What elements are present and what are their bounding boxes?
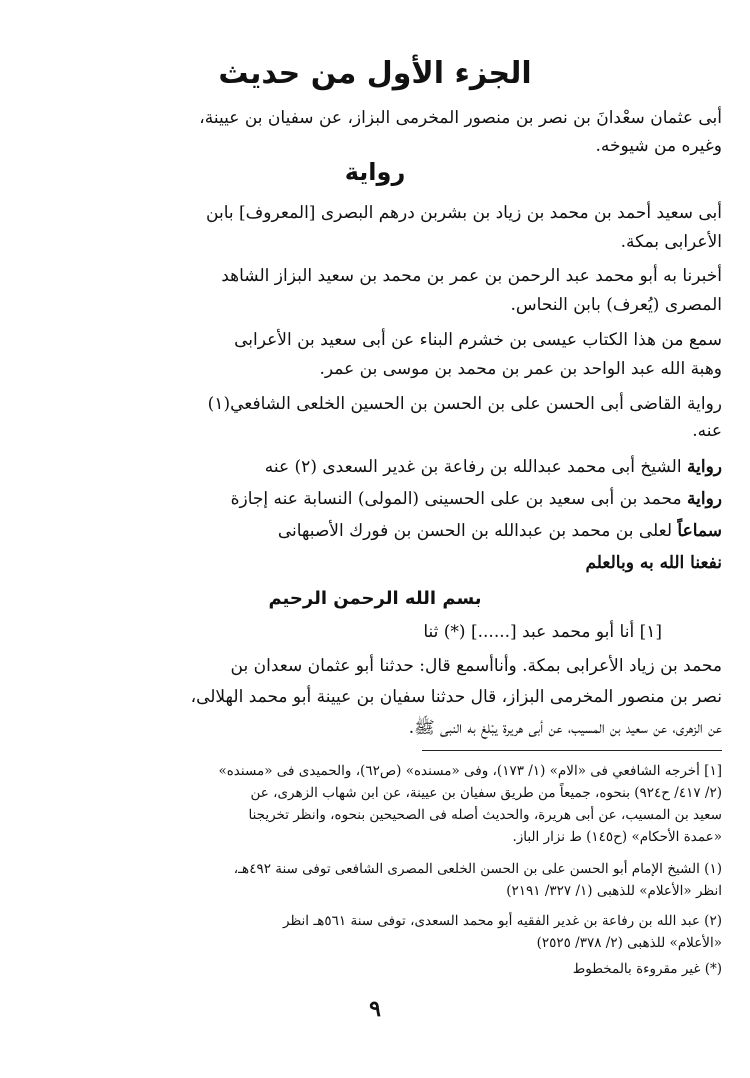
hadith-number-line: [١] أنا أبو محمد عبد [......] (*) ثنا bbox=[423, 622, 662, 642]
footnote-4: (*) غير مقروءة بالمخطوط bbox=[572, 961, 722, 977]
footnote-1-line-1: [١] أخرجه الشافعي فى «الام» (١/ ١٧٣)، وفى «مسنده» (ص٦٢)، والحميدى فى «مسنده» bbox=[218, 763, 722, 779]
basmala: بسم الله الرحمن الرحيم bbox=[268, 588, 482, 609]
narrator-line-1: أبى سعيد أحمد بن محمد بن زياد بن بشربن درهم البصرى [المعروف] بابن bbox=[206, 203, 722, 223]
samia-line-1: سمع من هذا الكتاب عيسى بن خشرم البناء عن أبى سعيد بن الأعرابى bbox=[234, 330, 722, 350]
chain-line-1 bbox=[28, 453, 722, 482]
footnote-3-line-1: (٢) عبد الله بن رفاعة بن غدير الفقيه أبو محمد السعدى، توفى سنة ٥٦١هـ انظر bbox=[283, 913, 722, 929]
chain-lead-1: رواية bbox=[687, 457, 722, 477]
hadith-line-3: عن الزهرى، عن سعيد بن المسيب، عن أبى هريرة يبْلغ به النبى ﷺ. bbox=[408, 718, 722, 738]
chain-line-4: نفعنا الله به وبالعلم bbox=[585, 553, 722, 573]
akhbarana-line-2: المصرى (يُعرف) بابن النحاس. bbox=[510, 295, 722, 315]
footnote-2-line-2: انظر «الأعلام» للذهبى (١/ ٣٢٧/ ٢١٩١) bbox=[506, 883, 722, 899]
narrator-line-2: الأعرابى بمكة. bbox=[620, 232, 722, 252]
samia-line-2: وهبة الله عبد الواحد بن عمر بن محمد بن موسى بن عمر. bbox=[319, 359, 722, 379]
page-number: ٩ bbox=[369, 996, 381, 1022]
qadi-line-1: رواية القاضى أبى الحسن على بن الحسن بن الحسين الخلعى الشافعي(١) bbox=[207, 394, 722, 414]
footnote-1-line-3: سعيد بن المسيب، عن أبى هريرة، والحديث أصله فى الصحيحين بنحوه، وانظر تخريجنا bbox=[248, 807, 722, 823]
chain-line-2 bbox=[28, 485, 722, 514]
footnote-1-line-2: (٢/ ٤١٧/ ح٩٢٤) بنحوه، جميعاً من طريق سفيان بن عيينة، عن ابن شهاب الزهرى، عن bbox=[250, 785, 722, 801]
footnote-3-line-2: «الأعلام» للذهبى (٢/ ٣٧٨/ ٢٥٢٥) bbox=[536, 935, 722, 951]
footnote-1-line-4: «عمدة الأحكام» (ح١٤٥) ط نزار الباز. bbox=[512, 829, 722, 845]
qadi-line-2: عنه. bbox=[692, 421, 722, 441]
chain-line-3 bbox=[28, 517, 722, 546]
intro-line-1: أبى عثمان سعْدانَ بن نصر بن منصور المخرمى البزاز، عن سفيان بن عيينة، bbox=[199, 108, 722, 128]
book-page bbox=[28, 0, 722, 1078]
chain-lead-2: رواية bbox=[687, 489, 722, 509]
hadith-line-2: نصر بن منصور المخرمى البزاز، قال حدثنا سفيان بن عيينة أبو محمد الهلالى، bbox=[190, 687, 722, 707]
page-title: الجزء الأول من حديث bbox=[218, 56, 532, 91]
chain-lead-3: سماعاً bbox=[677, 521, 722, 541]
akhbarana-line-1: أخبرنا به أبو محمد عبد الرحمن بن عمر بن محمد بن سعيد البزاز الشاهد bbox=[221, 266, 722, 286]
footnote-divider bbox=[422, 750, 722, 751]
hadith-line-1: محمد بن زياد الأعرابى بمكة. وأناأسمع قال: حدثنا أبو عثمان سعدان بن bbox=[230, 656, 722, 676]
footnote-2-line-1: (١) الشيخ الإمام أبو الحسن على بن الحسن الخلعى المصرى الشافعى توفى سنة ٤٩٢هـ، bbox=[233, 861, 722, 877]
riwaya-heading: رواية bbox=[344, 158, 406, 186]
intro-line-2: وغيره من شيوخه. bbox=[595, 136, 722, 156]
chain-rest-2: محمد بن أبى سعيد بن على الحسينى (المولى) النسابة عنه إجازة bbox=[230, 489, 687, 509]
chain-rest-3: لعلى بن محمد بن عبدالله بن الحسن بن فورك الأصبهانى bbox=[277, 521, 678, 541]
chain-rest-1: الشيخ أبى محمد عبدالله بن رفاعة بن غدير السعدى (٢) عنه bbox=[264, 457, 687, 477]
